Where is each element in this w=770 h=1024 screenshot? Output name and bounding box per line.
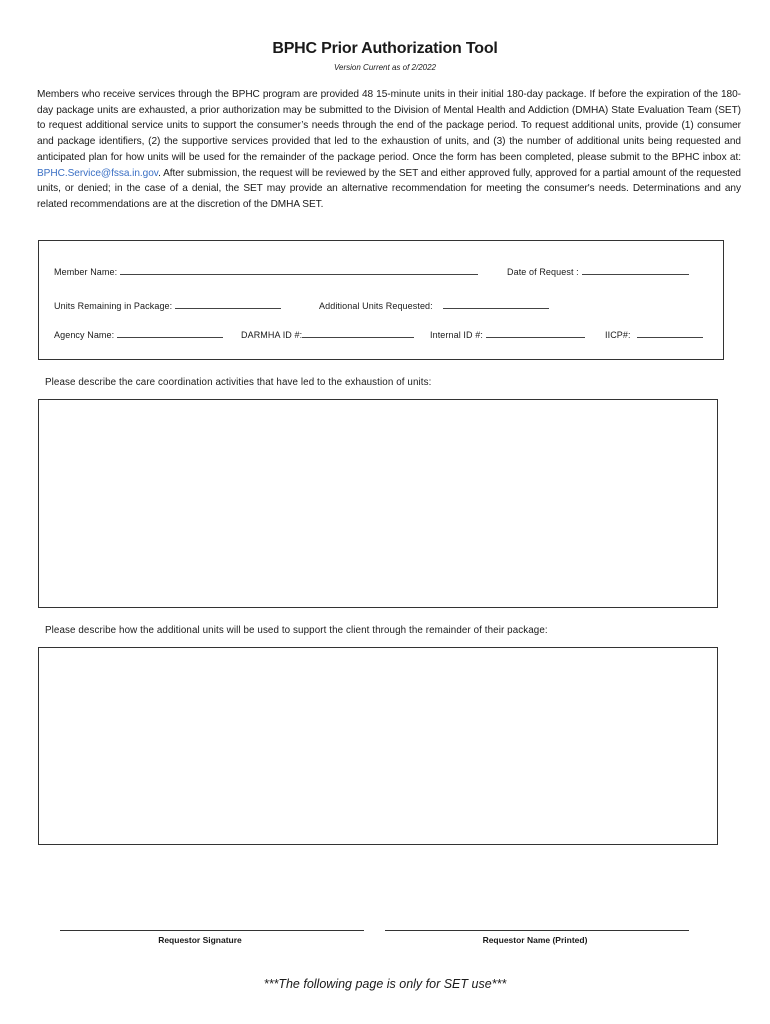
units-remaining-blank[interactable] xyxy=(175,299,281,309)
intro-text-2: . After submission, the request will be reviewed by the SET and either approved fully, approved for a partial amount of the requested units, or denied; in the case of a denial, the SET may provide an alternative recommendation for meeting the consumer's needs. Determinations and any related recommendations are at the discretion of the DMHA SET. xyxy=(37,167,741,210)
additional-units-field[interactable] xyxy=(319,299,549,311)
agency-name-blank[interactable] xyxy=(117,328,223,338)
requestor-name-line[interactable] xyxy=(385,930,689,931)
darmha-id-field[interactable] xyxy=(241,328,414,340)
units-remaining-field[interactable] xyxy=(54,299,281,311)
version-note: Version Current as of 2/2022 xyxy=(334,63,436,72)
care-coordination-prompt: Please describe the care coordination activities that have led to the exhaustion of units: xyxy=(45,377,432,388)
units-remaining-label: Units Remaining in Package: xyxy=(54,301,173,311)
agency-name-field[interactable] xyxy=(54,328,223,340)
date-of-request-label: Date of Request : xyxy=(507,267,579,277)
additional-units-use-prompt: Please describe how the additional units will be used to support the client through the remainder of their package: xyxy=(45,625,548,636)
requestor-signature-label: Requestor Signature xyxy=(158,935,242,945)
requestor-signature-line[interactable] xyxy=(60,930,364,931)
consumer-info-box xyxy=(38,240,724,360)
additional-units-use-textbox[interactable] xyxy=(38,647,718,845)
intro-text-1: Members who receive services through the BPHC program are provided 48 15-minute units in their initial 180-day package. If before the expiration of the 180-day package units are exhausted, a prior authorization may be submitted to the Division of Mental Health and Addiction (DMHA) State Evaluation Team (SET) to request additional service units to support the consumer’s needs through the end of the package period. To request additional units, provide (1) consumer and package identifiers, (2) the supportive services provided that led to the exhaustion of units, and (3) the number of additional units being requested and anticipated plan for how units will be used for the remainder of the package period. Once the form has been completed, please submit to the BPHC inbox at: xyxy=(37,89,741,163)
intro-paragraph xyxy=(37,87,741,213)
requestor-name-label: Requestor Name (Printed) xyxy=(482,935,588,945)
form-title: BPHC Prior Authorization Tool xyxy=(272,40,498,57)
date-of-request-field[interactable] xyxy=(507,265,689,277)
date-of-request-blank[interactable] xyxy=(582,265,689,275)
iicp-label: IICP#: xyxy=(605,330,631,340)
set-use-note: ***The following page is only for SET use*** xyxy=(263,977,507,991)
iicp-field[interactable] xyxy=(605,328,703,340)
bphc-email-link[interactable]: BPHC.Service@fssa.in.gov xyxy=(37,167,159,179)
additional-units-label: Additional Units Requested: xyxy=(319,301,433,311)
internal-id-field[interactable] xyxy=(430,328,585,340)
member-name-blank[interactable] xyxy=(120,265,478,275)
additional-units-blank[interactable] xyxy=(443,299,549,309)
iicp-blank[interactable] xyxy=(637,328,703,338)
internal-id-label: Internal ID #: xyxy=(430,330,483,340)
darmha-id-blank[interactable] xyxy=(302,328,414,338)
care-coordination-textbox[interactable] xyxy=(38,399,718,608)
member-name-label: Member Name: xyxy=(54,267,118,277)
darmha-id-label: DARMHA ID #: xyxy=(241,330,303,340)
agency-name-label: Agency Name: xyxy=(54,330,115,340)
member-name-field[interactable] xyxy=(54,265,478,277)
internal-id-blank[interactable] xyxy=(486,328,585,338)
